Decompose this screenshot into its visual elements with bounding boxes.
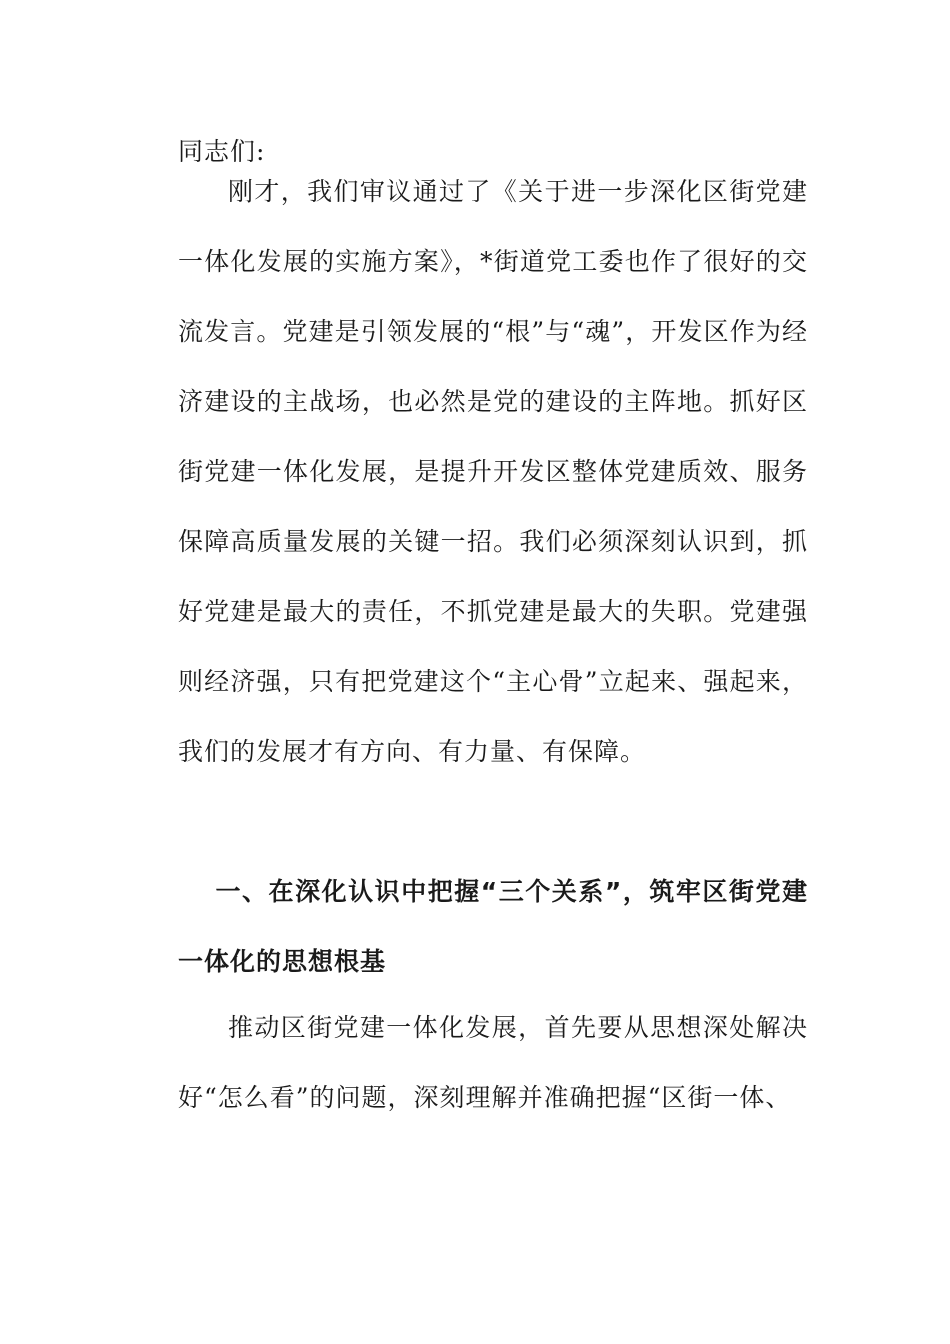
section-paragraph-text: 推动区街党建一体化发展，首先要从思想深处解决好“怎么看”的问题，深刻理解并准确把握“区街一体、	[178, 1013, 808, 1112]
section-paragraph	[178, 993, 808, 1133]
section-heading	[178, 857, 808, 997]
opening-paragraph	[178, 157, 808, 787]
section-heading-text: 一、在深化认识中把握“三个关系”，筑牢区街党建一体化的思想根基	[178, 877, 808, 976]
opening-paragraph-text: 刚才，我们审议通过了《关于进一步深化区街党建一体化发展的实施方案》，*街道党工委也作了很好的交流发言。党建是引领发展的“根”与“魂”，开发区作为经济建设的主战场，也必然是党的建设的主阵地。抓好区街党建一体化发展，是提升开发区整体党建质效、服务保障高质量发展的关键一招。我们必须深刻认识到，抓好党建是最大的责任，不抓党建是最大的失职。党建强则经济强，只有把党建这个“主心骨”立起来、强起来，我们的发展才有方向、有力量、有保障。	[178, 177, 808, 766]
greeting-text: 同志们:	[178, 137, 266, 166]
